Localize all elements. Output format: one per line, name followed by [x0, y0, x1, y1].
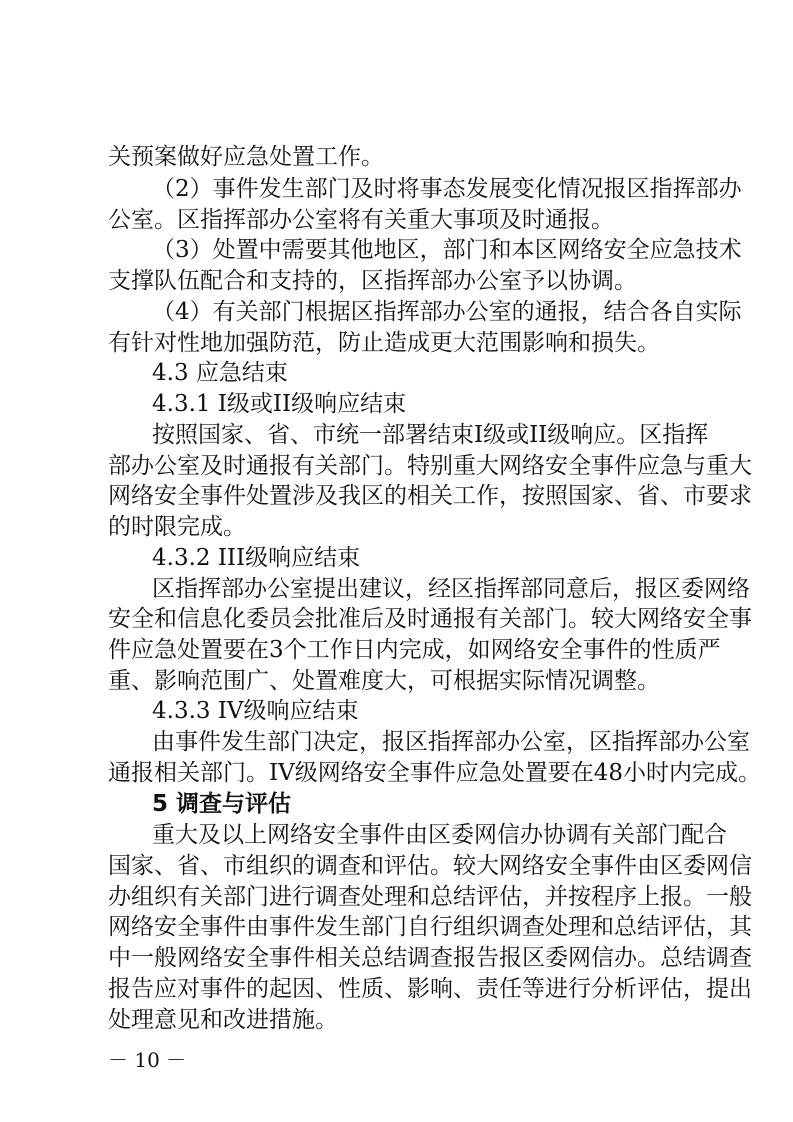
text-line: 通报相关部门。IV级网络安全事件应急处置要在48小时内完成。 [108, 760, 761, 786]
text-line: 公室。区指挥部办公室将有关重大事项及时通报。 [108, 207, 614, 233]
page-number: － 10 － [108, 1048, 187, 1072]
text-line: 由事件发生部门决定，报区指挥部办公室，区指挥部办公室 [152, 729, 750, 755]
text-line: 按照国家、省、市统一部署结束I级或II级响应。区指挥 [152, 422, 709, 448]
text-line: 国家、省、市组织的调查和评估。较大网络安全事件由区委网信 [108, 853, 752, 879]
subsection-heading: 4.3.1 I级或II级响应结束 [152, 391, 407, 417]
text-line: （4）有关部门根据区指挥部办公室的通报，结合各自实际 [152, 299, 742, 325]
subsection-heading: 4.3.2 III级响应结束 [152, 545, 361, 571]
text-line: 网络安全事件处置涉及我区的相关工作，按照国家、省、市要求 [108, 483, 752, 509]
text-line: （2）事件发生部门及时将事态发展变化情况报区指挥部办 [152, 176, 742, 202]
text-line: （3）处置中需要其他地区，部门和本区网络安全应急技术 [152, 237, 742, 263]
text-line: 件应急处置要在3个工作日内完成，如网络安全事件的性质严 [108, 637, 721, 663]
text-line: 中一般网络安全事件相关总结调查报告报区委网信办。总结调查 [108, 945, 752, 971]
subsection-heading: 4.3.3 IV级响应结束 [152, 698, 359, 724]
text-line: 区指挥部办公室提出建议，经区指挥部同意后，报区委网络 [152, 576, 750, 602]
text-line: 有针对性地加强防范，防止造成更大范围影响和损失。 [108, 330, 660, 356]
text-line: 部办公室及时通报有关部门。特别重大网络安全事件应急与重大 [108, 453, 752, 479]
text-line: 的时限完成。 [108, 514, 246, 540]
chapter-heading: 5 调查与评估 [152, 791, 292, 817]
text-line: 安全和信息化委员会批准后及时通报有关部门。较大网络安全事 [108, 606, 752, 632]
text-line: 重大及以上网络安全事件由区委网信办协调有关部门配合 [152, 822, 727, 848]
text-line: 报告应对事件的起因、性质、影响、责任等进行分析评估，提出 [108, 976, 752, 1002]
text-line: 重、影响范围广、处置难度大，可根据实际情况调整。 [108, 668, 660, 694]
text-line: 网络安全事件由事件发生部门自行组织调查处理和总结评估，其 [108, 914, 752, 940]
text-line: 关预案做好应急处置工作。 [108, 144, 384, 170]
section-heading: 4.3 应急结束 [152, 360, 288, 386]
text-line: 办组织有关部门进行调查处理和总结评估，并按程序上报。一般 [108, 884, 752, 910]
text-line: 处理意见和改进措施。 [108, 1007, 338, 1033]
text-line: 支撑队伍配合和支持的，区指挥部办公室予以协调。 [108, 268, 637, 294]
